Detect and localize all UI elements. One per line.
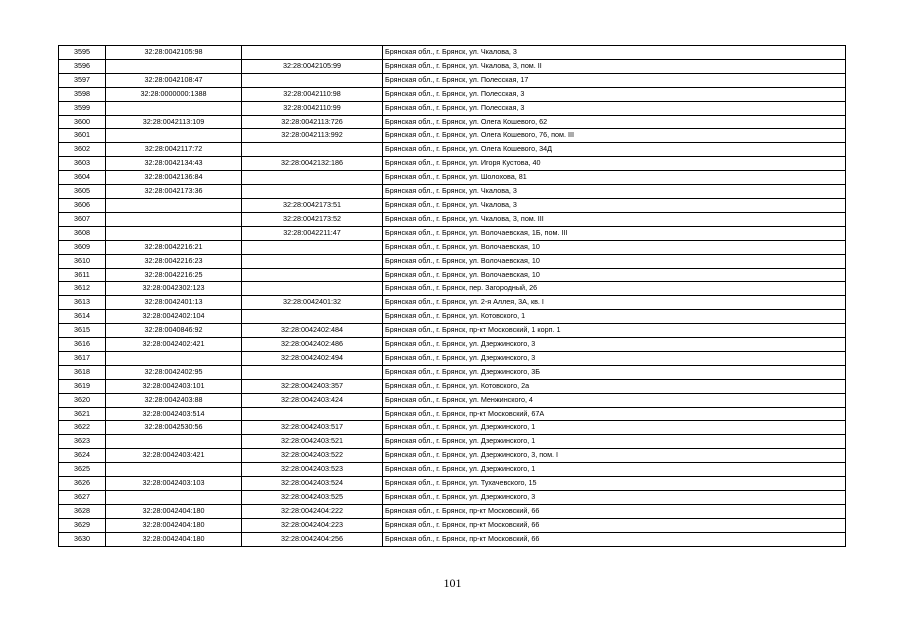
cadastral-number-building-cell: 32:28:0042403:517 bbox=[242, 421, 383, 435]
table-row bbox=[59, 310, 846, 324]
table-row bbox=[59, 254, 846, 268]
address-cell: Брянская обл., г. Брянск, ул. Дзержинского, 3 bbox=[383, 351, 846, 365]
table-row bbox=[59, 504, 846, 518]
table-row bbox=[59, 115, 846, 129]
cadastral-number-building-cell: 32:28:0042173:51 bbox=[242, 198, 383, 212]
cadastral-number-building-cell: 32:28:0042403:524 bbox=[242, 477, 383, 491]
cadastral-number-land-cell: 32:28:0042216:23 bbox=[106, 254, 242, 268]
cadastral-number-building-cell bbox=[242, 240, 383, 254]
address-cell: Брянская обл., г. Брянск, ул. Чкалова, 3 bbox=[383, 46, 846, 60]
row-number-cell: 3623 bbox=[59, 435, 106, 449]
cadastral-number-building-cell: 32:28:0042113:992 bbox=[242, 129, 383, 143]
page-number: 101 bbox=[443, 576, 462, 590]
cadastral-number-building-cell: 32:28:0042402:486 bbox=[242, 338, 383, 352]
cadastral-number-building-cell: 32:28:0042403:525 bbox=[242, 491, 383, 505]
address-cell: Брянская обл., г. Брянск, ул. Дзержинского, 3 bbox=[383, 338, 846, 352]
table-row bbox=[59, 87, 846, 101]
table-row bbox=[59, 324, 846, 338]
address-cell: Брянская обл., г. Брянск, ул. Дзержинского, 1 bbox=[383, 435, 846, 449]
table-row bbox=[59, 46, 846, 60]
cadastral-number-land-cell: 32:28:0042403:101 bbox=[106, 379, 242, 393]
cadastral-number-building-cell: 32:28:0042403:424 bbox=[242, 393, 383, 407]
cadastral-number-building-cell bbox=[242, 143, 383, 157]
address-cell: Брянская обл., г. Брянск, ул. Шолохова, 81 bbox=[383, 171, 846, 185]
address-cell: Брянская обл., г. Брянск, ул. Волочаевская, 10 bbox=[383, 268, 846, 282]
cadastral-number-building-cell: 32:28:0042404:222 bbox=[242, 504, 383, 518]
cadastral-number-land-cell: 32:28:0042113:109 bbox=[106, 115, 242, 129]
row-number-cell: 3603 bbox=[59, 157, 106, 171]
address-cell: Брянская обл., г. Брянск, пр-кт Московский, 1 корп. 1 bbox=[383, 324, 846, 338]
row-number-cell: 3610 bbox=[59, 254, 106, 268]
cadastral-number-land-cell: 32:28:0040846:92 bbox=[106, 324, 242, 338]
address-cell: Брянская обл., г. Брянск, пр-кт Московский, 66 bbox=[383, 518, 846, 532]
row-number-cell: 3630 bbox=[59, 532, 106, 546]
table-row bbox=[59, 240, 846, 254]
table-row bbox=[59, 157, 846, 171]
row-number-cell: 3625 bbox=[59, 463, 106, 477]
row-number-cell: 3616 bbox=[59, 338, 106, 352]
cadastral-number-building-cell: 32:28:0042211:47 bbox=[242, 226, 383, 240]
address-cell: Брянская обл., г. Брянск, ул. Дзержинского, 3, пом. I bbox=[383, 449, 846, 463]
cadastral-number-land-cell: 32:28:0042216:21 bbox=[106, 240, 242, 254]
cadastral-number-land-cell: 32:28:0042117:72 bbox=[106, 143, 242, 157]
table-row bbox=[59, 171, 846, 185]
row-number-cell: 3612 bbox=[59, 282, 106, 296]
cadastral-number-land-cell bbox=[106, 101, 242, 115]
address-cell: Брянская обл., г. Брянск, ул. Дзержинского, 3Б bbox=[383, 365, 846, 379]
table-row bbox=[59, 212, 846, 226]
cadastral-number-land-cell: 32:28:0042105:98 bbox=[106, 46, 242, 60]
address-cell: Брянская обл., г. Брянск, ул. Чкалова, 3 bbox=[383, 198, 846, 212]
cadastral-number-land-cell: 32:28:0042402:421 bbox=[106, 338, 242, 352]
table-row bbox=[59, 338, 846, 352]
cadastral-number-building-cell: 32:28:0042113:726 bbox=[242, 115, 383, 129]
row-number-cell: 3606 bbox=[59, 198, 106, 212]
address-cell: Брянская обл., г. Брянск, ул. Котовского, 1 bbox=[383, 310, 846, 324]
address-cell: Брянская обл., г. Брянск, пр-кт Московский, 66 bbox=[383, 504, 846, 518]
table-row bbox=[59, 532, 846, 546]
table-row bbox=[59, 101, 846, 115]
cadastral-number-building-cell: 32:28:0042403:357 bbox=[242, 379, 383, 393]
cadastral-number-building-cell bbox=[242, 407, 383, 421]
table-row bbox=[59, 393, 846, 407]
address-cell: Брянская обл., г. Брянск, ул. Чкалова, 3, пом. III bbox=[383, 212, 846, 226]
cadastral-number-land-cell: 32:28:0042403:88 bbox=[106, 393, 242, 407]
cadastral-number-land-cell bbox=[106, 463, 242, 477]
cadastral-number-building-cell: 32:28:0042173:52 bbox=[242, 212, 383, 226]
row-number-cell: 3626 bbox=[59, 477, 106, 491]
cadastral-number-building-cell bbox=[242, 268, 383, 282]
table-row bbox=[59, 421, 846, 435]
cadastral-number-building-cell bbox=[242, 282, 383, 296]
cadastral-number-land-cell bbox=[106, 59, 242, 73]
row-number-cell: 3615 bbox=[59, 324, 106, 338]
cadastral-number-land-cell: 32:28:0042401:13 bbox=[106, 296, 242, 310]
cadastral-number-land-cell bbox=[106, 351, 242, 365]
cadastral-number-land-cell: 32:28:0042403:103 bbox=[106, 477, 242, 491]
cadastral-number-building-cell: 32:28:0042401:32 bbox=[242, 296, 383, 310]
cadastral-number-building-cell bbox=[242, 254, 383, 268]
cadastral-number-building-cell: 32:28:0042402:484 bbox=[242, 324, 383, 338]
row-number-cell: 3595 bbox=[59, 46, 106, 60]
cadastral-number-building-cell: 32:28:0042403:523 bbox=[242, 463, 383, 477]
row-number-cell: 3605 bbox=[59, 185, 106, 199]
address-cell: Брянская обл., г. Брянск, пр-кт Московский, 67А bbox=[383, 407, 846, 421]
table-row bbox=[59, 296, 846, 310]
table-row bbox=[59, 198, 846, 212]
table-row bbox=[59, 282, 846, 296]
cadastral-number-land-cell bbox=[106, 129, 242, 143]
row-number-cell: 3624 bbox=[59, 449, 106, 463]
address-cell: Брянская обл., г. Брянск, ул. Менжинского, 4 bbox=[383, 393, 846, 407]
row-number-cell: 3613 bbox=[59, 296, 106, 310]
table-row bbox=[59, 407, 846, 421]
cadastral-number-land-cell: 32:28:0042404:180 bbox=[106, 518, 242, 532]
row-number-cell: 3614 bbox=[59, 310, 106, 324]
cadastral-number-building-cell: 32:28:0042110:98 bbox=[242, 87, 383, 101]
cadastral-number-land-cell: 32:28:0042173:36 bbox=[106, 185, 242, 199]
table-row bbox=[59, 73, 846, 87]
row-number-cell: 3598 bbox=[59, 87, 106, 101]
cadastral-number-building-cell: 32:28:0042403:522 bbox=[242, 449, 383, 463]
table-row bbox=[59, 365, 846, 379]
cadastral-number-land-cell bbox=[106, 212, 242, 226]
address-cell: Брянская обл., г. Брянск, ул. Полесская, 3 bbox=[383, 101, 846, 115]
row-number-cell: 3604 bbox=[59, 171, 106, 185]
cadastral-number-land-cell: 32:28:0042402:104 bbox=[106, 310, 242, 324]
cadastral-number-building-cell: 32:28:0042404:223 bbox=[242, 518, 383, 532]
cadastral-number-building-cell bbox=[242, 365, 383, 379]
cadastral-number-land-cell: 32:28:0042530:56 bbox=[106, 421, 242, 435]
row-number-cell: 3627 bbox=[59, 491, 106, 505]
row-number-cell: 3629 bbox=[59, 518, 106, 532]
table-row bbox=[59, 463, 846, 477]
cadastral-number-building-cell: 32:28:0042404:256 bbox=[242, 532, 383, 546]
cadastral-number-land-cell: 32:28:0042402:95 bbox=[106, 365, 242, 379]
registry-table-body bbox=[59, 46, 846, 547]
cadastral-number-land-cell: 32:28:0042216:25 bbox=[106, 268, 242, 282]
table-row bbox=[59, 491, 846, 505]
row-number-cell: 3607 bbox=[59, 212, 106, 226]
table-row bbox=[59, 268, 846, 282]
address-cell: Брянская обл., г. Брянск, пр-кт Московский, 66 bbox=[383, 532, 846, 546]
address-cell: Брянская обл., г. Брянск, ул. Игоря Кустова, 40 bbox=[383, 157, 846, 171]
cadastral-number-building-cell bbox=[242, 46, 383, 60]
row-number-cell: 3619 bbox=[59, 379, 106, 393]
row-number-cell: 3620 bbox=[59, 393, 106, 407]
table-row bbox=[59, 477, 846, 491]
address-cell: Брянская обл., г. Брянск, ул. Волочаевская, 1Б, пом. III bbox=[383, 226, 846, 240]
cadastral-number-building-cell: 32:28:0042402:494 bbox=[242, 351, 383, 365]
address-cell: Брянская обл., г. Брянск, ул. Дзержинского, 1 bbox=[383, 421, 846, 435]
table-row bbox=[59, 129, 846, 143]
address-cell: Брянская обл., г. Брянск, ул. Котовского, 2а bbox=[383, 379, 846, 393]
address-cell: Брянская обл., г. Брянск, ул. Чкалова, 3, пом. II bbox=[383, 59, 846, 73]
cadastral-number-land-cell: 32:28:0042404:180 bbox=[106, 504, 242, 518]
cadastral-number-building-cell bbox=[242, 171, 383, 185]
table-row bbox=[59, 351, 846, 365]
row-number-cell: 3622 bbox=[59, 421, 106, 435]
address-cell: Брянская обл., г. Брянск, ул. Олега Кошевого, 76, пом. III bbox=[383, 129, 846, 143]
cadastral-number-land-cell: 32:28:0000000:1388 bbox=[106, 87, 242, 101]
cadastral-number-land-cell: 32:28:0042403:514 bbox=[106, 407, 242, 421]
cadastral-number-building-cell: 32:28:0042105:99 bbox=[242, 59, 383, 73]
cadastral-number-land-cell: 32:28:0042403:421 bbox=[106, 449, 242, 463]
table-row bbox=[59, 518, 846, 532]
row-number-cell: 3621 bbox=[59, 407, 106, 421]
cadastral-number-land-cell bbox=[106, 491, 242, 505]
address-cell: Брянская обл., г. Брянск, ул. Олега Кошевого, 34Д bbox=[383, 143, 846, 157]
cadastral-number-building-cell: 32:28:0042403:521 bbox=[242, 435, 383, 449]
row-number-cell: 3599 bbox=[59, 101, 106, 115]
row-number-cell: 3597 bbox=[59, 73, 106, 87]
cadastral-number-land-cell bbox=[106, 435, 242, 449]
cadastral-number-building-cell: 32:28:0042110:99 bbox=[242, 101, 383, 115]
row-number-cell: 3596 bbox=[59, 59, 106, 73]
cadastral-number-land-cell: 32:28:0042134:43 bbox=[106, 157, 242, 171]
address-cell: Брянская обл., г. Брянск, ул. Тухачевского, 15 bbox=[383, 477, 846, 491]
row-number-cell: 3608 bbox=[59, 226, 106, 240]
cadastral-number-land-cell: 32:28:0042302:123 bbox=[106, 282, 242, 296]
cadastral-number-building-cell: 32:28:0042132:186 bbox=[242, 157, 383, 171]
address-cell: Брянская обл., г. Брянск, ул. Олега Кошевого, 62 bbox=[383, 115, 846, 129]
table-row bbox=[59, 379, 846, 393]
cadastral-number-land-cell bbox=[106, 198, 242, 212]
address-cell: Брянская обл., г. Брянск, ул. Волочаевская, 10 bbox=[383, 240, 846, 254]
cadastral-number-building-cell bbox=[242, 73, 383, 87]
table-row bbox=[59, 449, 846, 463]
cadastral-number-building-cell bbox=[242, 185, 383, 199]
cadastral-number-land-cell bbox=[106, 226, 242, 240]
address-cell: Брянская обл., г. Брянск, ул. Полесская, 17 bbox=[383, 73, 846, 87]
cadastral-number-land-cell: 32:28:0042108:47 bbox=[106, 73, 242, 87]
row-number-cell: 3609 bbox=[59, 240, 106, 254]
row-number-cell: 3602 bbox=[59, 143, 106, 157]
cadastral-number-land-cell: 32:28:0042136:84 bbox=[106, 171, 242, 185]
row-number-cell: 3611 bbox=[59, 268, 106, 282]
row-number-cell: 3618 bbox=[59, 365, 106, 379]
row-number-cell: 3628 bbox=[59, 504, 106, 518]
table-row bbox=[59, 435, 846, 449]
registry-table bbox=[58, 45, 846, 547]
address-cell: Брянская обл., г. Брянск, ул. Чкалова, 3 bbox=[383, 185, 846, 199]
address-cell: Брянская обл., г. Брянск, ул. Волочаевская, 10 bbox=[383, 254, 846, 268]
address-cell: Брянская обл., г. Брянск, ул. Полесская, 3 bbox=[383, 87, 846, 101]
row-number-cell: 3617 bbox=[59, 351, 106, 365]
address-cell: Брянская обл., г. Брянск, пер. Загородный, 26 bbox=[383, 282, 846, 296]
cadastral-number-building-cell bbox=[242, 310, 383, 324]
table-row bbox=[59, 59, 846, 73]
address-cell: Брянская обл., г. Брянск, ул. Дзержинского, 3 bbox=[383, 491, 846, 505]
table-row bbox=[59, 185, 846, 199]
address-cell: Брянская обл., г. Брянск, ул. Дзержинского, 1 bbox=[383, 463, 846, 477]
table-row bbox=[59, 143, 846, 157]
address-cell: Брянская обл., г. Брянск, ул. 2-я Аллея, 3А, кв. I bbox=[383, 296, 846, 310]
table-row bbox=[59, 226, 846, 240]
row-number-cell: 3601 bbox=[59, 129, 106, 143]
row-number-cell: 3600 bbox=[59, 115, 106, 129]
cadastral-number-land-cell: 32:28:0042404:180 bbox=[106, 532, 242, 546]
